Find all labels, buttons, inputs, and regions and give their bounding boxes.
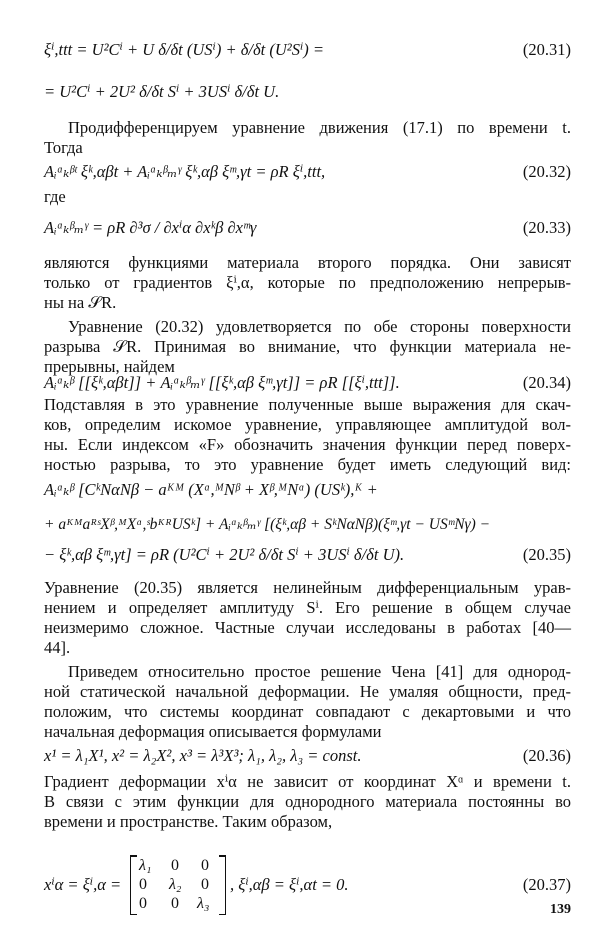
matrix-cell: 0 xyxy=(139,876,147,893)
paragraph-2: где xyxy=(44,187,66,206)
equation-number-20-36: (20.36) xyxy=(522,746,571,765)
paragraph-5-line-4: ностью разрыва, то это уравнение будет иметь следующий вид: xyxy=(44,455,571,474)
paragraph-6-line-2: нением и определяет амплитуду Sⁱ. Его решение в общем случае xyxy=(44,598,571,617)
matrix-cell: 0 xyxy=(201,876,209,893)
paragraph-7-line-2: ной статической начальной деформации. Не умаляя общности, пред- xyxy=(44,682,571,701)
page-number: 139 xyxy=(550,902,571,917)
paragraph-3-line-3: ны на 𝒮R. xyxy=(44,293,117,312)
equation-20-31-line-2: = U²Cⁱ + 2U² δ/δt Sⁱ + 3USⁱ δ/δt U. xyxy=(44,82,280,101)
equation-number-20-37: (20.37) xyxy=(522,875,571,894)
paragraph-1-line-2: Тогда xyxy=(44,138,83,157)
paragraph-4-line-3: прерывны, найдем xyxy=(44,357,175,376)
equation-number-20-33: (20.33) xyxy=(522,218,571,237)
matrix-cell: λ₃ xyxy=(197,895,210,912)
equation-20-34: Aᵢᵅₖᵝ [[ξᵏ,αβt]] + Aᵢᵅₖᵝₘᵞ [[ξᵏ,αβ ξᵐ,γt]] = ρR [[ξⁱ,ttt]]. xyxy=(44,373,400,392)
equation-20-35-line-1: Aᵢᵅₖᵝ [CᵏNαNβ − aᴷᴹ (Xᵅ,ᴹNᵝ + Xᵝ,ᴹNᵅ) (USᵏ),ᴷ + xyxy=(44,480,378,499)
matrix-cell: λ₂ xyxy=(169,876,182,893)
equation-number-20-34: (20.34) xyxy=(522,373,571,392)
paragraph-6-line-1: Уравнение (20.35) является нелинейным дифференциальным урав- xyxy=(44,578,571,597)
equation-20-31-line-1: ξⁱ,ttt = U²Cⁱ + U δ/δt (USⁱ) + δ/δt (U²Sⁱ) = xyxy=(44,40,325,59)
paragraph-8-line-3: времени и пространстве. Таким образом, xyxy=(44,812,333,831)
matrix-cell: 0 xyxy=(171,895,179,912)
equation-20-37-left: xⁱα = ξⁱ,α = xyxy=(44,875,122,894)
equation-20-35-line-3: − ξᵏ,αβ ξᵐ,γt] = ρR (U²Cⁱ + 2U² δ/δt Sⁱ + 3USⁱ δ/δt U). xyxy=(44,545,405,564)
equation-20-35-line-2: + aᴷᴹaᴿˢXᵝ,ᴹXᵅ,ˢbᴷᴿUSᵏ] + Aᵢᵅₖᵝₘᵞ [(ξᵏ,αβ + SᵏNαNβ)(ξᵐ,γt − USᵐNγ) − xyxy=(44,516,491,533)
paragraph-1-line-1: Продифференцируем уравнение движения (17.1) по времени t. xyxy=(68,118,571,137)
paragraph-8-line-1: Градиент деформации xⁱα не зависит от координат Xᵅ и времени t. xyxy=(44,772,571,791)
paragraph-5-line-1: Подставляя в это уравнение полученные выше выражения для скач- xyxy=(44,395,571,414)
deformation-matrix xyxy=(130,855,226,915)
paragraph-4-line-2: разрыва 𝒮R. Принимая во внимание, что функции материала не- xyxy=(44,337,571,356)
equation-number-20-31: (20.31) xyxy=(522,40,571,59)
paragraph-3-line-2: только от градиентов ξⁱ,α, которые по предположению непрерыв- xyxy=(44,273,571,292)
equation-20-36: x¹ = λ₁X¹, x² = λ₂X², x³ = λ³X³; λ₁, λ₂, λ₃ = const. xyxy=(44,746,362,765)
paragraph-7-line-3: положим, что системы координат совпадают с декартовыми и что xyxy=(44,702,571,721)
paragraph-3-line-1: являются функциями материала второго порядка. Они зависят xyxy=(44,253,571,272)
matrix-cell: λ₁ xyxy=(139,857,152,874)
equation-number-20-35: (20.35) xyxy=(522,545,571,564)
paragraph-5-line-3: ны. Если индексом «F» обозначить значения функции перед поверх- xyxy=(44,435,571,454)
equation-20-32: Aᵢᵅₖᵝᵗ ξᵏ,αβt + Aᵢᵅₖᵝₘᵞ ξᵏ,αβ ξᵐ,γt = ρR ξⁱ,ttt, xyxy=(44,162,326,181)
equation-number-20-32: (20.32) xyxy=(522,162,571,181)
equation-20-33: Aᵢᵅₖᵝₘᵞ = ρR ∂³σ / ∂xⁱα ∂xᵏβ ∂xᵐγ xyxy=(44,218,257,237)
matrix-cell: 0 xyxy=(201,857,209,874)
equation-20-37-right: , ξⁱ,αβ = ξⁱ,αt = 0. xyxy=(230,875,349,894)
paragraph-4-line-1: Уравнение (20.32) удовлетворяется по обе стороны поверхности xyxy=(68,317,571,336)
matrix-cell: 0 xyxy=(139,895,147,912)
paragraph-6-line-3: неизмеримо сложное. Частные случаи исследованы в работах [40— xyxy=(44,618,571,637)
matrix-cell: 0 xyxy=(171,857,179,874)
paragraph-6-line-4: 44]. xyxy=(44,638,71,657)
paragraph-8-line-2: В связи с этим функции для однородного материала постоянны во xyxy=(44,792,571,811)
paragraph-7-line-1: Приведем относительно простое решение Чена [41] для однород- xyxy=(68,662,571,681)
paragraph-5-line-2: ков, определим искомое уравнение, управляющее амплитудой вол- xyxy=(44,415,571,434)
paragraph-7-line-4: начальная деформация описывается формулами xyxy=(44,722,382,741)
